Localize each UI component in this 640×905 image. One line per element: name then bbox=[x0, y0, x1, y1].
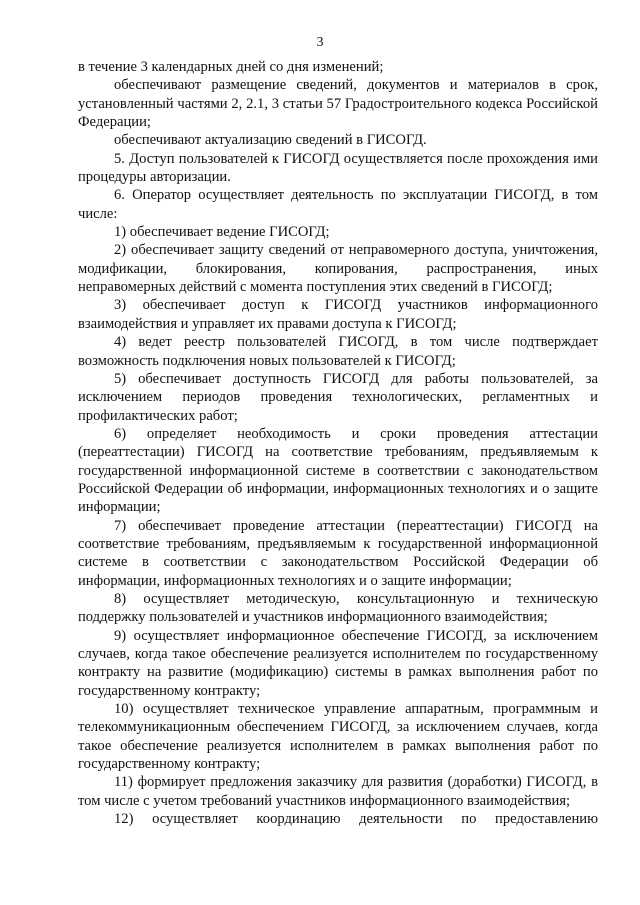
clause-5-access: 5. Доступ пользователей к ГИСОГД осуществляется после прохождения ими процедуры авторизации. bbox=[78, 150, 598, 186]
clause-6-operator: 6. Оператор осуществляет деятельность по эксплуатации ГИСОГД, в том числе: bbox=[78, 187, 598, 222]
item-5: 5) обеспечивает доступность ГИСОГД для работы пользователей, за исключением периодов проведения технологических, регламентных и профилактических работ; bbox=[78, 370, 598, 424]
document-body bbox=[78, 58, 598, 828]
paragraph-continuation: в течение 3 календарных дней со дня изменений; bbox=[78, 59, 384, 75]
paragraph-posting-documents: обеспечивают размещение сведений, документов и материалов в срок, установленный частями 2, 2.1, 3 статьи 57 Градостроительного кодекса Российской Федерации; bbox=[78, 77, 598, 131]
item-2: 2) обеспечивает защиту сведений от неправомерного доступа, уничтожения, модификации, блокирования, копирования, распространения, иных неправомерных действий с момента поступления этих сведений в ГИСОГД; bbox=[78, 242, 598, 296]
item-10: 10) осуществляет техническое управление аппаратным, программным и телекоммуникационным обеспечением ГИСОГД, за исключением случаев, когда такое обеспечение реализуется исполнителем в рамках выполнения работ по государственному контракту; bbox=[78, 701, 598, 773]
item-4: 4) ведет реестр пользователей ГИСОГД, в том числе подтверждает возможность подключения новых пользователей к ГИСОГД; bbox=[78, 334, 598, 369]
item-8: 8) осуществляет методическую, консультационную и техническую поддержку пользователей и участников информационного взаимодействия; bbox=[78, 590, 598, 626]
item-7: 7) обеспечивает проведение аттестации (переаттестации) ГИСОГД на соответствие требованиям, предъявляемым к государственной информационной системе в соответствии с законодательством Российской Федерации об информации, информационных технологиях и о защите информации; bbox=[78, 517, 598, 589]
item-12: 12) осуществляет координацию деятельности по предоставлению bbox=[114, 811, 598, 828]
item-1: 1) обеспечивает ведение ГИСОГД; bbox=[114, 224, 330, 241]
item-9: 9) осуществляет информационное обеспечение ГИСОГД, за исключением случаев, когда такое обеспечение реализуется исполнителем по государственному контракту на развитие (модификацию) системы в рамках выполнения работ по государственному контракту; bbox=[78, 627, 598, 699]
item-11: 11) формирует предложения заказчику для развития (доработки) ГИСОГД, в том числе с учетом требований участников информационного взаимодействия; bbox=[78, 774, 598, 809]
page-number: 3 bbox=[316, 35, 324, 50]
paragraph-actualization: обеспечивают актуализацию сведений в ГИСОГД. bbox=[114, 132, 427, 149]
item-3: 3) обеспечивает доступ к ГИСОГД участников информационного взаимодействия и управляет их правами доступа к ГИСОГД; bbox=[78, 297, 598, 332]
item-6: 6) определяет необходимость и сроки проведения аттестации (переаттестации) ГИСОГД на соответствие требованиям, предъявляемым к государственной информационной системе в соответствии с законодательством Российской Федерации об информации, информационных технологиях и о защите информации; bbox=[78, 425, 598, 516]
